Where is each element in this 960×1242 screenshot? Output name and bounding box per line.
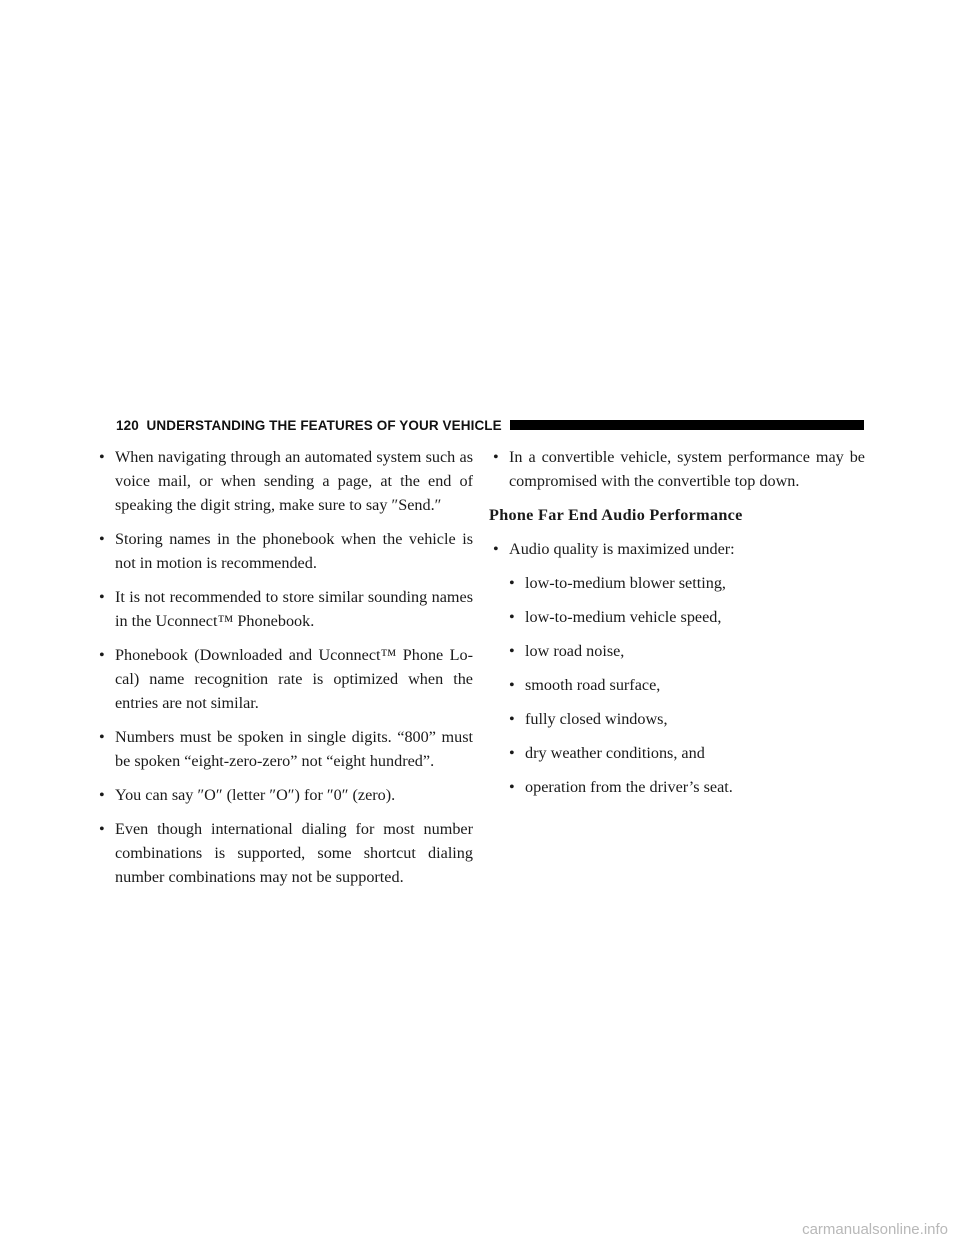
sub-list-item bbox=[505, 775, 865, 799]
list-item-text: Numbers must be spoken in single digits. “800” must be spoken “eight-zero-zero” not “eight hundred”. bbox=[115, 728, 473, 770]
sub-list-item bbox=[505, 571, 865, 595]
list-item bbox=[489, 537, 865, 561]
header-rule bbox=[510, 420, 864, 430]
sub-list-item bbox=[505, 673, 865, 697]
list-item-text: In a convertible vehicle, system performance may be compromised with the convertible top down. bbox=[509, 448, 865, 490]
sub-list-item-text: low-to-medium vehicle speed, bbox=[525, 608, 722, 626]
page-header bbox=[116, 415, 864, 435]
bullet-icon: • bbox=[99, 728, 105, 746]
list-item bbox=[95, 783, 473, 807]
list-item-text: Even though international dialing for most number combinations is supported, some shortcut dialing number combinations may not be supported. bbox=[115, 820, 473, 886]
section-title: UNDERSTANDING THE FEATURES OF YOUR VEHICLE bbox=[146, 417, 502, 433]
sub-list-item-text: dry weather conditions, and bbox=[525, 744, 705, 762]
bullet-icon: • bbox=[493, 540, 499, 558]
list-item-text: Storing names in the phonebook when the vehicle is not in motion is recommended. bbox=[115, 530, 473, 572]
sub-list-item bbox=[505, 707, 865, 731]
sub-list-item-text: low-to-medium blower setting, bbox=[525, 574, 726, 592]
list-item-text: When navigating through an automated system such as voice mail, or when sending a page, at the end of speaking the digit string, make sure to say ″Send.″ bbox=[115, 448, 473, 514]
bullet-icon: • bbox=[99, 786, 105, 804]
bullet-icon: • bbox=[99, 646, 105, 664]
list-item-text: You can say ″O″ (letter ″O″) for ″0″ (zero). bbox=[115, 786, 396, 804]
bullet-icon: • bbox=[99, 820, 105, 838]
list-item bbox=[95, 527, 473, 575]
sub-list-item bbox=[505, 639, 865, 663]
sub-list-item-text: smooth road surface, bbox=[525, 676, 661, 694]
bullet-icon: • bbox=[509, 608, 515, 626]
list-item bbox=[95, 643, 473, 715]
header-text bbox=[116, 418, 510, 433]
bullet-icon: • bbox=[509, 710, 515, 728]
bullet-icon: • bbox=[99, 530, 105, 548]
sub-list-item-text: fully closed windows, bbox=[525, 710, 668, 728]
sub-list-item bbox=[505, 741, 865, 765]
bullet-icon: • bbox=[509, 744, 515, 762]
list-item-text: It is not recommended to store similar sounding names in the Uconnect™ Phonebook. bbox=[115, 588, 473, 630]
sub-list-item bbox=[505, 605, 865, 629]
watermark: carmanualsonline.info bbox=[802, 1221, 948, 1238]
page-number: 120 bbox=[116, 417, 139, 433]
list-item-text: Audio quality is maximized under: bbox=[509, 540, 735, 558]
bullet-icon: • bbox=[493, 448, 499, 466]
section-heading: Phone Far End Audio Performance bbox=[489, 506, 743, 524]
list-item bbox=[489, 445, 865, 493]
bullet-icon: • bbox=[509, 778, 515, 796]
sub-list-item-text: low road noise, bbox=[525, 642, 625, 660]
bullet-icon: • bbox=[509, 574, 515, 592]
bullet-icon: • bbox=[509, 676, 515, 694]
right-column bbox=[489, 445, 865, 809]
list-item bbox=[95, 817, 473, 889]
sub-list-item-text: operation from the driver’s seat. bbox=[525, 778, 733, 796]
list-item-text: Phonebook (Downloaded and Uconnect™ Phone Lo-cal) name recognition rate is optimized when the entries are not similar. bbox=[115, 646, 473, 712]
bullet-icon: • bbox=[99, 448, 105, 466]
list-item bbox=[95, 445, 473, 517]
bullet-icon: • bbox=[99, 588, 105, 606]
list-item bbox=[95, 585, 473, 633]
left-column bbox=[95, 445, 473, 899]
list-item bbox=[95, 725, 473, 773]
bullet-icon: • bbox=[509, 642, 515, 660]
